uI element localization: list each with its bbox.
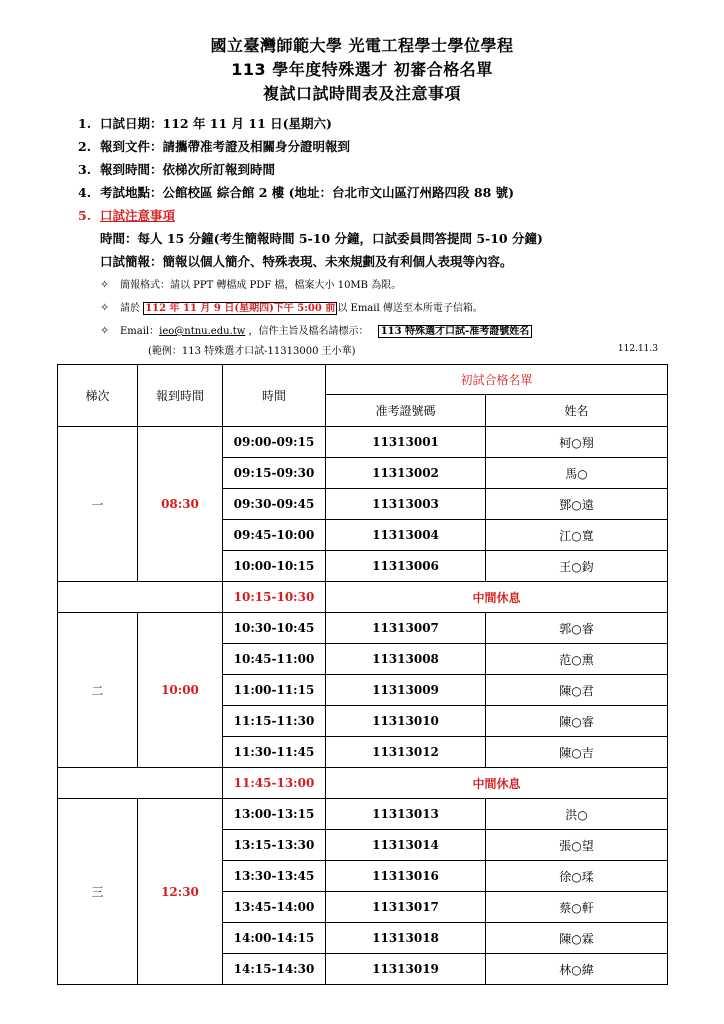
deadline-highlight: 112 年 11 月 9 日(星期四)下午 5:00 前 [145, 303, 336, 314]
notice-item-report-time: 3. 報到時間：依梯次所訂報到時間 [78, 162, 276, 177]
header-report-time: 報到時間 [138, 365, 223, 427]
slot-time: 09:15-09:30 [223, 458, 326, 489]
slot-exam-id: 11313018 [326, 923, 486, 954]
group-label: 三 [58, 799, 138, 985]
slot-time: 13:45-14:00 [223, 892, 326, 923]
break-label: 中間休息 [326, 582, 668, 613]
presentation-content-text: 口試簡報：簡報以個人簡介、特殊表現、未來規劃及有利個人表現等內容。 [100, 254, 513, 269]
table-row [58, 613, 668, 644]
slot-name: 陳○睿 [486, 706, 668, 737]
slot-time: 14:00-14:15 [223, 923, 326, 954]
slot-name: 陳○君 [486, 675, 668, 706]
slot-name: 蔡○軒 [486, 892, 668, 923]
break-time: 11:45-13:00 [223, 768, 326, 799]
slot-exam-id: 11313002 [326, 458, 486, 489]
slot-name: 王○鈞 [486, 551, 668, 582]
slot-time: 09:00-09:15 [223, 427, 326, 458]
group-label: 一 [58, 427, 138, 582]
group-label: 二 [58, 613, 138, 768]
slot-time: 10:00-10:15 [223, 551, 326, 582]
slot-exam-id: 11313007 [326, 613, 486, 644]
slot-time: 13:30-13:45 [223, 861, 326, 892]
break-label: 中間休息 [326, 768, 668, 799]
slot-name: 鄧○遠 [486, 489, 668, 520]
notice-item-documents: 2. 報到文件：請攜帶准考證及相關身分證明報到 [78, 139, 351, 154]
slot-exam-id: 11313001 [326, 427, 486, 458]
slot-exam-id: 11313009 [326, 675, 486, 706]
star-bullet-icon: ✧ [100, 278, 110, 291]
star-bullet-icon: ✧ [100, 324, 110, 337]
slot-name: 張○望 [486, 830, 668, 861]
slot-exam-id: 11313004 [326, 520, 486, 551]
slot-exam-id: 11313006 [326, 551, 486, 582]
group-report-time: 10:00 [138, 613, 223, 768]
slot-exam-id: 11313008 [326, 644, 486, 675]
notice-list [78, 112, 698, 362]
break-empty-cell [58, 582, 223, 613]
header-exam-id: 准考證號碼 [326, 395, 486, 427]
slot-time: 14:15-14:30 [223, 954, 326, 985]
header-time: 時間 [223, 365, 326, 427]
slot-name: 馬○ [486, 458, 668, 489]
slot-name: 洪○ [486, 799, 668, 830]
interview-schedule-table [57, 364, 668, 985]
notice-item-date: 1. 口試日期：112 年 11 月 11 日(星期六) [78, 116, 332, 131]
break-empty-cell [58, 768, 223, 799]
slot-exam-id: 11313014 [326, 830, 486, 861]
bullet-format: ✧ 簡報格式：請以 PPT 轉檔成 PDF 檔，檔案大小 10MB 為限。 [78, 273, 698, 296]
bullet-email: ✧ Email：ieo@ntnu.edu.tw ，信件主旨及檔名請標示： 113 特殊選才口試-准考證號姓名 [78, 319, 698, 342]
slot-exam-id: 11313003 [326, 489, 486, 520]
slot-time: 09:45-10:00 [223, 520, 326, 551]
title-list: 113 學年度特殊選才 初審合格名單 [231, 60, 493, 79]
bullet-deadline: ✧ 請於 112 年 11 月 9 日(星期四)下午 5:00 前 以 Email 傳送至本所電子信箱。 [78, 296, 698, 319]
header-name: 姓名 [486, 395, 668, 427]
slot-name: 范○熏 [486, 644, 668, 675]
notice-item-interview-notes: 5. 口試注意事項 [78, 208, 176, 223]
star-bullet-icon: ✧ [100, 301, 110, 314]
slot-time: 13:15-13:30 [223, 830, 326, 861]
slot-exam-id: 11313016 [326, 861, 486, 892]
slot-name: 郭○睿 [486, 613, 668, 644]
slot-time: 10:30-10:45 [223, 613, 326, 644]
header-qualified-list: 初試合格名單 [326, 365, 668, 395]
slot-name: 陳○霖 [486, 923, 668, 954]
group-report-time: 12:30 [138, 799, 223, 985]
slot-time: 13:00-13:15 [223, 799, 326, 830]
slot-name: 柯○翔 [486, 427, 668, 458]
document-date: 112.11.3 [617, 344, 658, 354]
notice-item-location: 4. 考試地點：公館校區 綜合館 2 樓 (地址：台北市文山區汀州路四段 88 號) [78, 185, 515, 200]
subject-example: (範例：113 特殊選才口試-11313000 王小華) [148, 346, 356, 357]
table-row [58, 427, 668, 458]
email-link[interactable]: ieo@ntnu.edu.tw [159, 326, 246, 337]
document-title-block [0, 34, 724, 106]
group-report-time: 08:30 [138, 427, 223, 582]
slot-exam-id: 11313010 [326, 706, 486, 737]
slot-time: 09:30-09:45 [223, 489, 326, 520]
slot-time: 11:00-11:15 [223, 675, 326, 706]
slot-exam-id: 11313017 [326, 892, 486, 923]
break-row [58, 768, 668, 799]
slot-exam-id: 11313012 [326, 737, 486, 768]
slot-exam-id: 11313019 [326, 954, 486, 985]
slot-time: 11:30-11:45 [223, 737, 326, 768]
title-schedule: 複試口試時間表及注意事項 [262, 84, 461, 103]
slot-name: 江○寬 [486, 520, 668, 551]
break-time: 10:15-10:30 [223, 582, 326, 613]
interview-duration-text: 時間：每人 15 分鐘(考生簡報時間 5-10 分鐘，口試委員問答提問 5-10 分鐘) [100, 231, 543, 246]
title-university: 國立臺灣師範大學 光電工程學士學位學程 [210, 36, 514, 55]
slot-name: 林○緯 [486, 954, 668, 985]
slot-name: 陳○吉 [486, 737, 668, 768]
subject-format-box: 113 特殊選才口試-准考證號姓名 [378, 325, 533, 338]
table-row [58, 799, 668, 830]
slot-time: 10:45-11:00 [223, 644, 326, 675]
slot-time: 11:15-11:30 [223, 706, 326, 737]
header-group: 梯次 [58, 365, 138, 427]
slot-name: 徐○瑈 [486, 861, 668, 892]
slot-exam-id: 11313013 [326, 799, 486, 830]
break-row [58, 582, 668, 613]
